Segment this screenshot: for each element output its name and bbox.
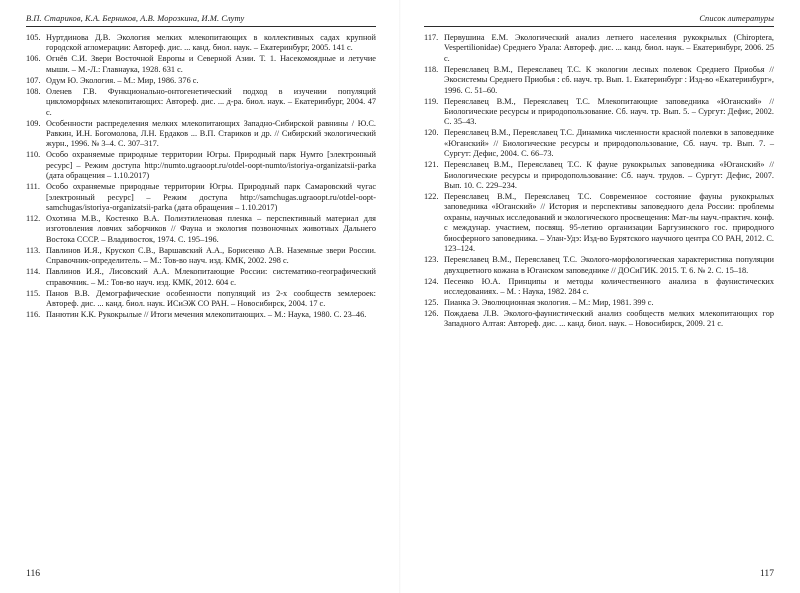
list-item [424, 298, 774, 308]
reference-text: Пождаева Л.В. Эколого-фаунистический анализ сообществ мелких млекопитающих гор Западного Алтая: Автореф. дис. ... канд. биол. наук. – Новосибирск, 2009. 21 с. [444, 308, 774, 329]
reference-text: Переяславец В.М., Переяславец Т.С. К экологии лесных полевок Среднего Приобья // Экосистемы Среднего Приобья : сб. науч. тр. Вып. 1. Екатеринбург : Изд-во «Екатеринбург», 1996. С. 51–60. [444, 64, 774, 95]
reference-text: Оленев Г.В. Функционально-онтогенетический подход в изучении популяций цикломорфных млекопитающих: Автореф. дис. ... д-ра. биол. наук. – Екатеринбург, 2004. 47 с. [46, 86, 376, 117]
reference-text: Переяславец В.М., Переяславец Т.С. Динамика численности красной полевки в заповеднике «Юганский» // Биологические ресурсы и природопользование, Сб. науч. тр. Вып. 7. – Сургут: Дефис, 2004. С. 66–73. [444, 128, 774, 159]
reference-text: Огнёв С.И. Звери Восточной Европы и Северной Азии. Т. 1. Насекомоядные и летучие мыши. – М.-Л.: Главнаука, 1928. 631 с. [46, 54, 376, 74]
running-head-authors: В.П. Стариков, К.А. Берников, А.В. Морозкина, И.М. Слуту [26, 14, 245, 23]
reference-number: 107. [26, 75, 41, 85]
reference-text: Одум Ю. Экология. – М.: Мир, 1986. 376 с. [46, 75, 199, 85]
reference-number: 120. [424, 128, 439, 138]
reference-list-left [26, 33, 376, 321]
reference-number: 123. [424, 255, 439, 265]
list-item [26, 150, 376, 181]
list-item [424, 65, 774, 96]
reference-text: Особенности распределения мелких млекопитающих Западно-Сибирской равнины / Ю.С. Равкин, И.Н. Богомолова, Л.Н. Ердаков ... В.П. Стариков и др. // Сибирский экологический журн., 1996. № 3–4. С. 307–317. [46, 118, 376, 149]
reference-text: Нуртдинова Д.В. Экология мелких млекопитающих в коллективных садах крупной городской агломерации: Автореф. дис. ... канд. биол. наук. – Екатеринбург, 2005. 141 с. [46, 33, 376, 53]
reference-text: Первушина Е.М. Экологический анализ летнего населения рукокрылых (Chiroptera, Vespertilionidae) Среднего Урала: Автореф. дис. ... канд. биол. наук. – Екатеринбург, 2006. 25 с. [444, 33, 774, 63]
right-page [400, 0, 800, 593]
list-item [26, 182, 376, 213]
reference-list-right [424, 33, 774, 330]
reference-text: Особо охраняемые природные территории Югры. Природный парк Нумто [электронный ресурс] – Режим доступа http://numto.ugraoopt.ru/otdel-oopt-numto/istoriya-organizatsii-parka (дата обращения – 1.10.2017) [46, 150, 376, 181]
list-item [424, 97, 774, 128]
reference-number: 108. [26, 86, 41, 96]
reference-number: 116. [26, 310, 41, 320]
reference-text: Павлинов И.Я., Лисовский А.А. Млекопитающие России: систематико-географический справочник. – М.: Тов-во науч. изд. КМК, 2012. 604 с. [46, 267, 376, 287]
page-number-left: 116 [26, 568, 41, 579]
reference-number: 126. [424, 308, 439, 318]
reference-number: 111. [26, 182, 40, 192]
running-head-left [26, 14, 376, 23]
reference-text: Павлинов И.Я., Крускоп С.В., Варшавский А.А., Борисенко А.В. Наземные звери России. Справочник-определитель. – М.: Тов-во науч. изд. КМК, 2002. 298 с. [46, 245, 376, 266]
reference-number: 115. [26, 288, 41, 298]
list-item [26, 267, 376, 288]
reference-text: Особо охраняемые природные территории Югры. Природный парк Самаровский чугас [электронный ресурс] – Режим доступа http://samchugas.ugraoopt.ru/otdel-oopt-samchugas/istoriya-organizatsii-parka (дата обращения – 1.10.2017) [46, 182, 376, 213]
list-item [26, 214, 376, 245]
list-item [26, 76, 376, 86]
list-item [26, 246, 376, 267]
reference-number: 109. [26, 118, 41, 128]
reference-text: Переяславец В.М., Переяславец Т.С. Современное состояние фауны рукокрылых заповедника «Юганский» // История и перспективы заповедного дела России: проблемы охраны, научных исследований и экологического просвещения: Мат-лы науч.-практич. конф. с междунар. участием, посвящ. 95-летию организации Баргузинского гос. природного биосферного заповедника. – Улан-Удэ: Изд-во Бурятского научного центра СО РАН, 2012. С. 123–124. [444, 192, 774, 254]
list-item [26, 310, 376, 320]
reference-number: 122. [424, 192, 439, 202]
list-item [26, 54, 376, 75]
reference-number: 118. [424, 64, 439, 74]
reference-text: Песенко Ю.А. Принципы и методы количественного анализа в фаунистических исследованиях. – М. : Наука, 1982. 284 с. [444, 276, 774, 296]
list-item [424, 277, 774, 298]
reference-text: Пианка Э. Эволюционная экология. – М.: Мир, 1981. 399 с. [444, 297, 654, 307]
reference-number: 119. [424, 96, 439, 106]
list-item [26, 289, 376, 310]
running-head-section: Список литературы [699, 14, 774, 23]
reference-number: 121. [424, 160, 439, 170]
header-rule-left [26, 26, 376, 27]
reference-number: 117. [424, 33, 439, 42]
list-item [424, 192, 774, 254]
list-item [424, 309, 774, 330]
reference-number: 112. [26, 214, 41, 224]
list-item [424, 160, 774, 191]
running-head-right [424, 14, 774, 23]
reference-number: 125. [424, 297, 439, 307]
list-item [26, 119, 376, 150]
reference-text: Переяславец В.М., Переяславец Т.С. Млекопитающие заповедника «Юганский» // Биологические ресурсы и природопользование. Сб. науч. тр. Вып. 5. – Сургут: Дефис, 2002. С. 35–43. [444, 96, 774, 127]
header-rule-right [424, 26, 774, 27]
list-item [26, 87, 376, 118]
reference-text: Переяславец В.М., Переяславец Т.С. К фауне рукокрылых заповедника «Юганский» // Биологические ресурсы и природопользование: Сб. науч. трудов. – Сургут: Дефис, 2007. Вып. 10. С. 229–234. [444, 160, 774, 191]
reference-number: 124. [424, 276, 439, 286]
reference-number: 113. [26, 245, 41, 255]
list-item [424, 255, 774, 276]
list-item [424, 33, 774, 64]
reference-number: 110. [26, 150, 41, 160]
reference-number: 106. [26, 54, 41, 64]
page-number-right: 117 [759, 568, 774, 579]
reference-text: Панов В.В. Демографические особенности популяций из 2-х сообществ землероек: Автореф. дис. ... канд. биол. наук. ИСиЭЖ СО РАН. – Новосибирск, 2004. 17 с. [46, 288, 376, 309]
reference-number: 105. [26, 33, 41, 42]
reference-text: Переяславец В.М., Переяславец Т.С. Эколого-морфологическая характеристика популяции двухцветного кожана в Юганском заповеднике // ДОСиГИК. 2015. Т. 6. № 2. С. 15–18. [444, 255, 774, 275]
reference-number: 114. [26, 267, 41, 277]
list-item [424, 128, 774, 159]
reference-text: Охотина М.В., Костенко В.А. Полиэтиленовая пленка – перспективный материал для изготовления ловчих заборчиков // Фауна и экология позвоночных животных Дальнего Востока СССР. – Владивосток, 1974. С. 195–196. [46, 214, 376, 244]
reference-text: Панютин К.К. Рукокрылые // Итоги мечения млекопитающих. – М.: Наука, 1980. С. 23–46. [46, 310, 367, 320]
list-item [26, 33, 376, 54]
